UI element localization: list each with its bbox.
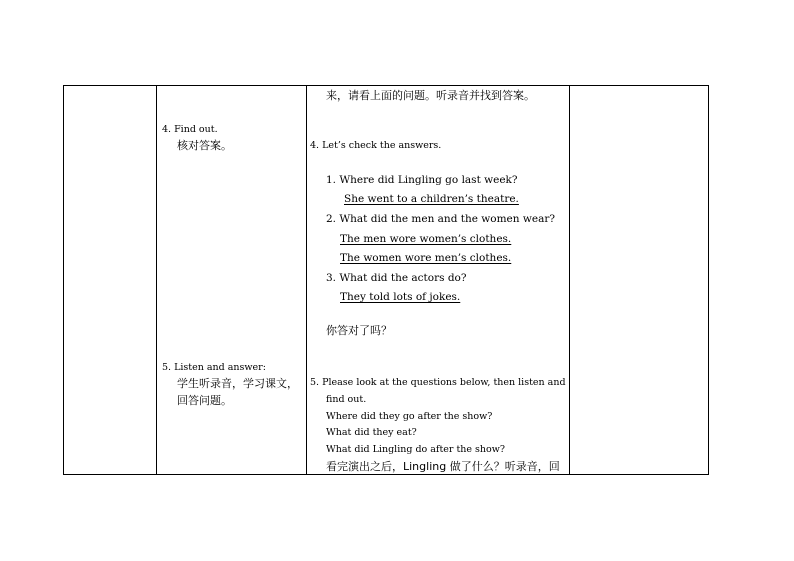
- listen-question-2: What did they eat?: [326, 427, 417, 438]
- answer-2a: The men wore women’s clothes.: [340, 233, 512, 245]
- check-chinese: 你答对了吗？: [326, 324, 392, 337]
- top-chinese-line: 来，请看上面的问题。听录音并找到答案。: [326, 89, 535, 102]
- column-divider: [156, 86, 157, 474]
- step5-line: 5. Please look at the questions below, then listen and: [310, 377, 566, 388]
- step4-line: 4. Let’s check the answers.: [310, 140, 442, 151]
- listen-question-3: What did Lingling do after the show?: [326, 444, 505, 455]
- listen-question-1: Where did they go after the show?: [326, 411, 493, 422]
- step5-line-2: find out.: [326, 394, 367, 405]
- answer-1: She went to a children’s theatre.: [344, 193, 519, 205]
- column-divider: [569, 86, 570, 474]
- item5-title: 5. Listen and answer:: [162, 362, 266, 373]
- question-1: 1. Where did Lingling go last week?: [326, 174, 518, 186]
- listen-chinese-line: 看完演出之后，Lingling 做了什么？听录音，回: [326, 460, 560, 473]
- item5-chinese-1: 学生听录音，学习课文，: [177, 377, 298, 390]
- column-divider: [306, 86, 307, 474]
- item4-chinese: 核对答案。: [177, 139, 232, 152]
- question-2: 2. What did the men and the women wear?: [326, 213, 555, 225]
- lesson-table: [63, 85, 709, 475]
- answer-2b: The women wore men’s clothes.: [340, 252, 512, 264]
- answer-3: They told lots of jokes.: [340, 291, 461, 303]
- item4-title: 4. Find out.: [162, 124, 218, 135]
- question-3: 3. What did the actors do?: [326, 272, 467, 284]
- item5-chinese-2: 回答问题。: [177, 394, 232, 407]
